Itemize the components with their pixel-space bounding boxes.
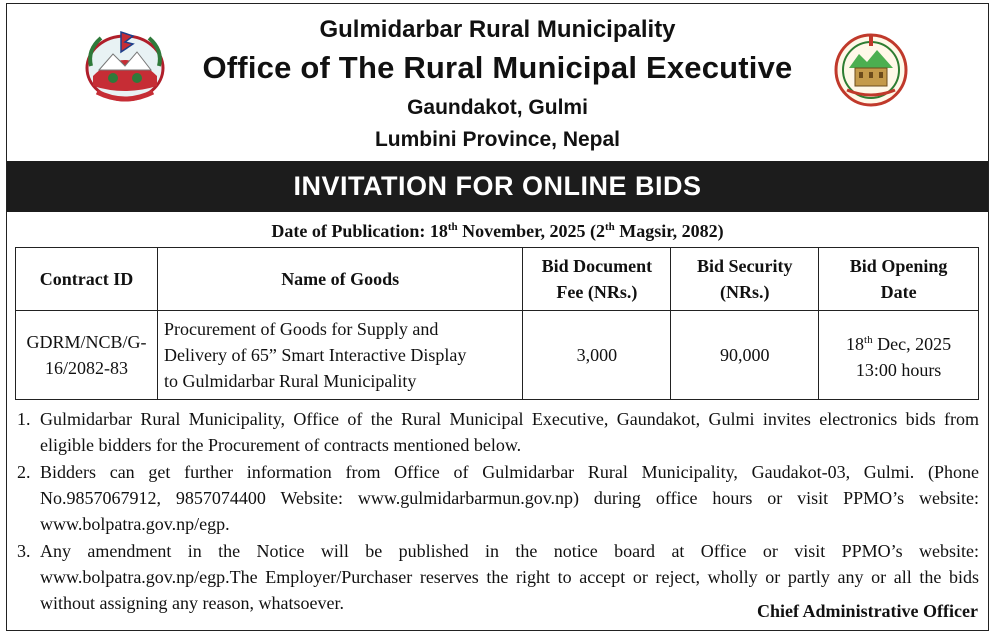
header-text: Bid Document bbox=[541, 256, 653, 276]
pub-date-text: November, 2025 (2 bbox=[457, 221, 605, 241]
header-text: Date bbox=[880, 282, 917, 302]
municipality-logo-icon bbox=[833, 30, 909, 110]
cell-opening-date bbox=[819, 311, 979, 400]
header-bid-fee bbox=[523, 248, 671, 311]
cell-text: Delivery of 65” Smart Interactive Display bbox=[163, 345, 467, 365]
province-name: Lumbini Province, Nepal bbox=[374, 128, 621, 151]
cell-goods bbox=[157, 311, 522, 400]
cell-fee: 3,000 bbox=[523, 311, 671, 400]
header-text: Fee (NRs.) bbox=[556, 282, 638, 302]
cell-sup: th bbox=[864, 334, 873, 346]
cell-security: 90,000 bbox=[671, 311, 819, 400]
note-text: Any amendment in the Notice will be published in the notice board at Office or visit PPMO’s website: www.bolpatra.gov.np/egp.The Employer/Purchaser reserves the right to accept or reject, wholly or partly any or all the bids without assigning any reason, whatsoever. bbox=[40, 541, 979, 613]
municipality-name: Gulmidarbar Rural Municipality bbox=[319, 16, 676, 43]
bids-table bbox=[15, 247, 979, 400]
cell-text: 16/2082-83 bbox=[44, 358, 128, 378]
note-text: Gulmidarbar Rural Municipality, Office of the Rural Municipal Executive, Gaundakot, Gulmi invites electronics bids from eligible bidders for the Procurement of contracts mentioned below. bbox=[40, 409, 979, 455]
pub-date-text: Date of Publication: 18 bbox=[271, 221, 448, 241]
header-name-of-goods: Name of Goods bbox=[157, 248, 522, 311]
office-location: Gaundakot, Gulmi bbox=[407, 96, 588, 119]
table-header-row bbox=[16, 248, 979, 311]
cell-text: 18 bbox=[846, 334, 865, 354]
header-text: Bid Security bbox=[696, 256, 793, 276]
cell-text: Dec, 2025 bbox=[872, 334, 952, 354]
invitation-banner: INVITATION FOR ONLINE BIDS bbox=[7, 161, 988, 212]
pub-date-text: Magsir, 2082) bbox=[614, 221, 724, 241]
pub-date-sup: th bbox=[604, 221, 615, 233]
signature: Chief Administrative Officer bbox=[757, 601, 978, 621]
list-item bbox=[17, 459, 979, 537]
note-number: 3. bbox=[17, 541, 31, 561]
list-item bbox=[17, 406, 979, 458]
cell-text: GDRM/NCB/G- bbox=[26, 332, 147, 352]
table-row bbox=[16, 311, 979, 400]
pub-date-sup: th bbox=[447, 221, 458, 233]
header-opening-date bbox=[819, 248, 979, 311]
note-number: 1. bbox=[17, 409, 31, 429]
header-bid-security bbox=[671, 248, 819, 311]
office-name: Office of The Rural Municipal Executive bbox=[202, 50, 793, 85]
cell-text: Procurement of Goods for Supply and bbox=[163, 319, 439, 339]
note-number: 2. bbox=[17, 462, 31, 482]
header-contract-id: Contract ID bbox=[16, 248, 158, 311]
notice-frame bbox=[6, 3, 989, 631]
publication-date bbox=[7, 221, 988, 242]
notes-list bbox=[17, 406, 979, 617]
cell-contract-id bbox=[16, 311, 158, 400]
cell-text: 13:00 hours bbox=[855, 360, 942, 380]
note-text: Bidders can get further information from Office of Gulmidarbar Rural Municipality, Gaudakot-03, Gulmi. (Phone No.9857067912, 9857074400 Website: www.gulmidarbarmun.gov.np) during office hours or visit PPMO’s website: www.bolpatra.gov.np/egp. bbox=[40, 462, 979, 534]
header bbox=[7, 4, 988, 160]
cell-text: to Gulmidarbar Rural Municipality bbox=[163, 371, 417, 391]
header-text: Bid Opening bbox=[849, 256, 948, 276]
header-text: (NRs.) bbox=[719, 282, 770, 302]
